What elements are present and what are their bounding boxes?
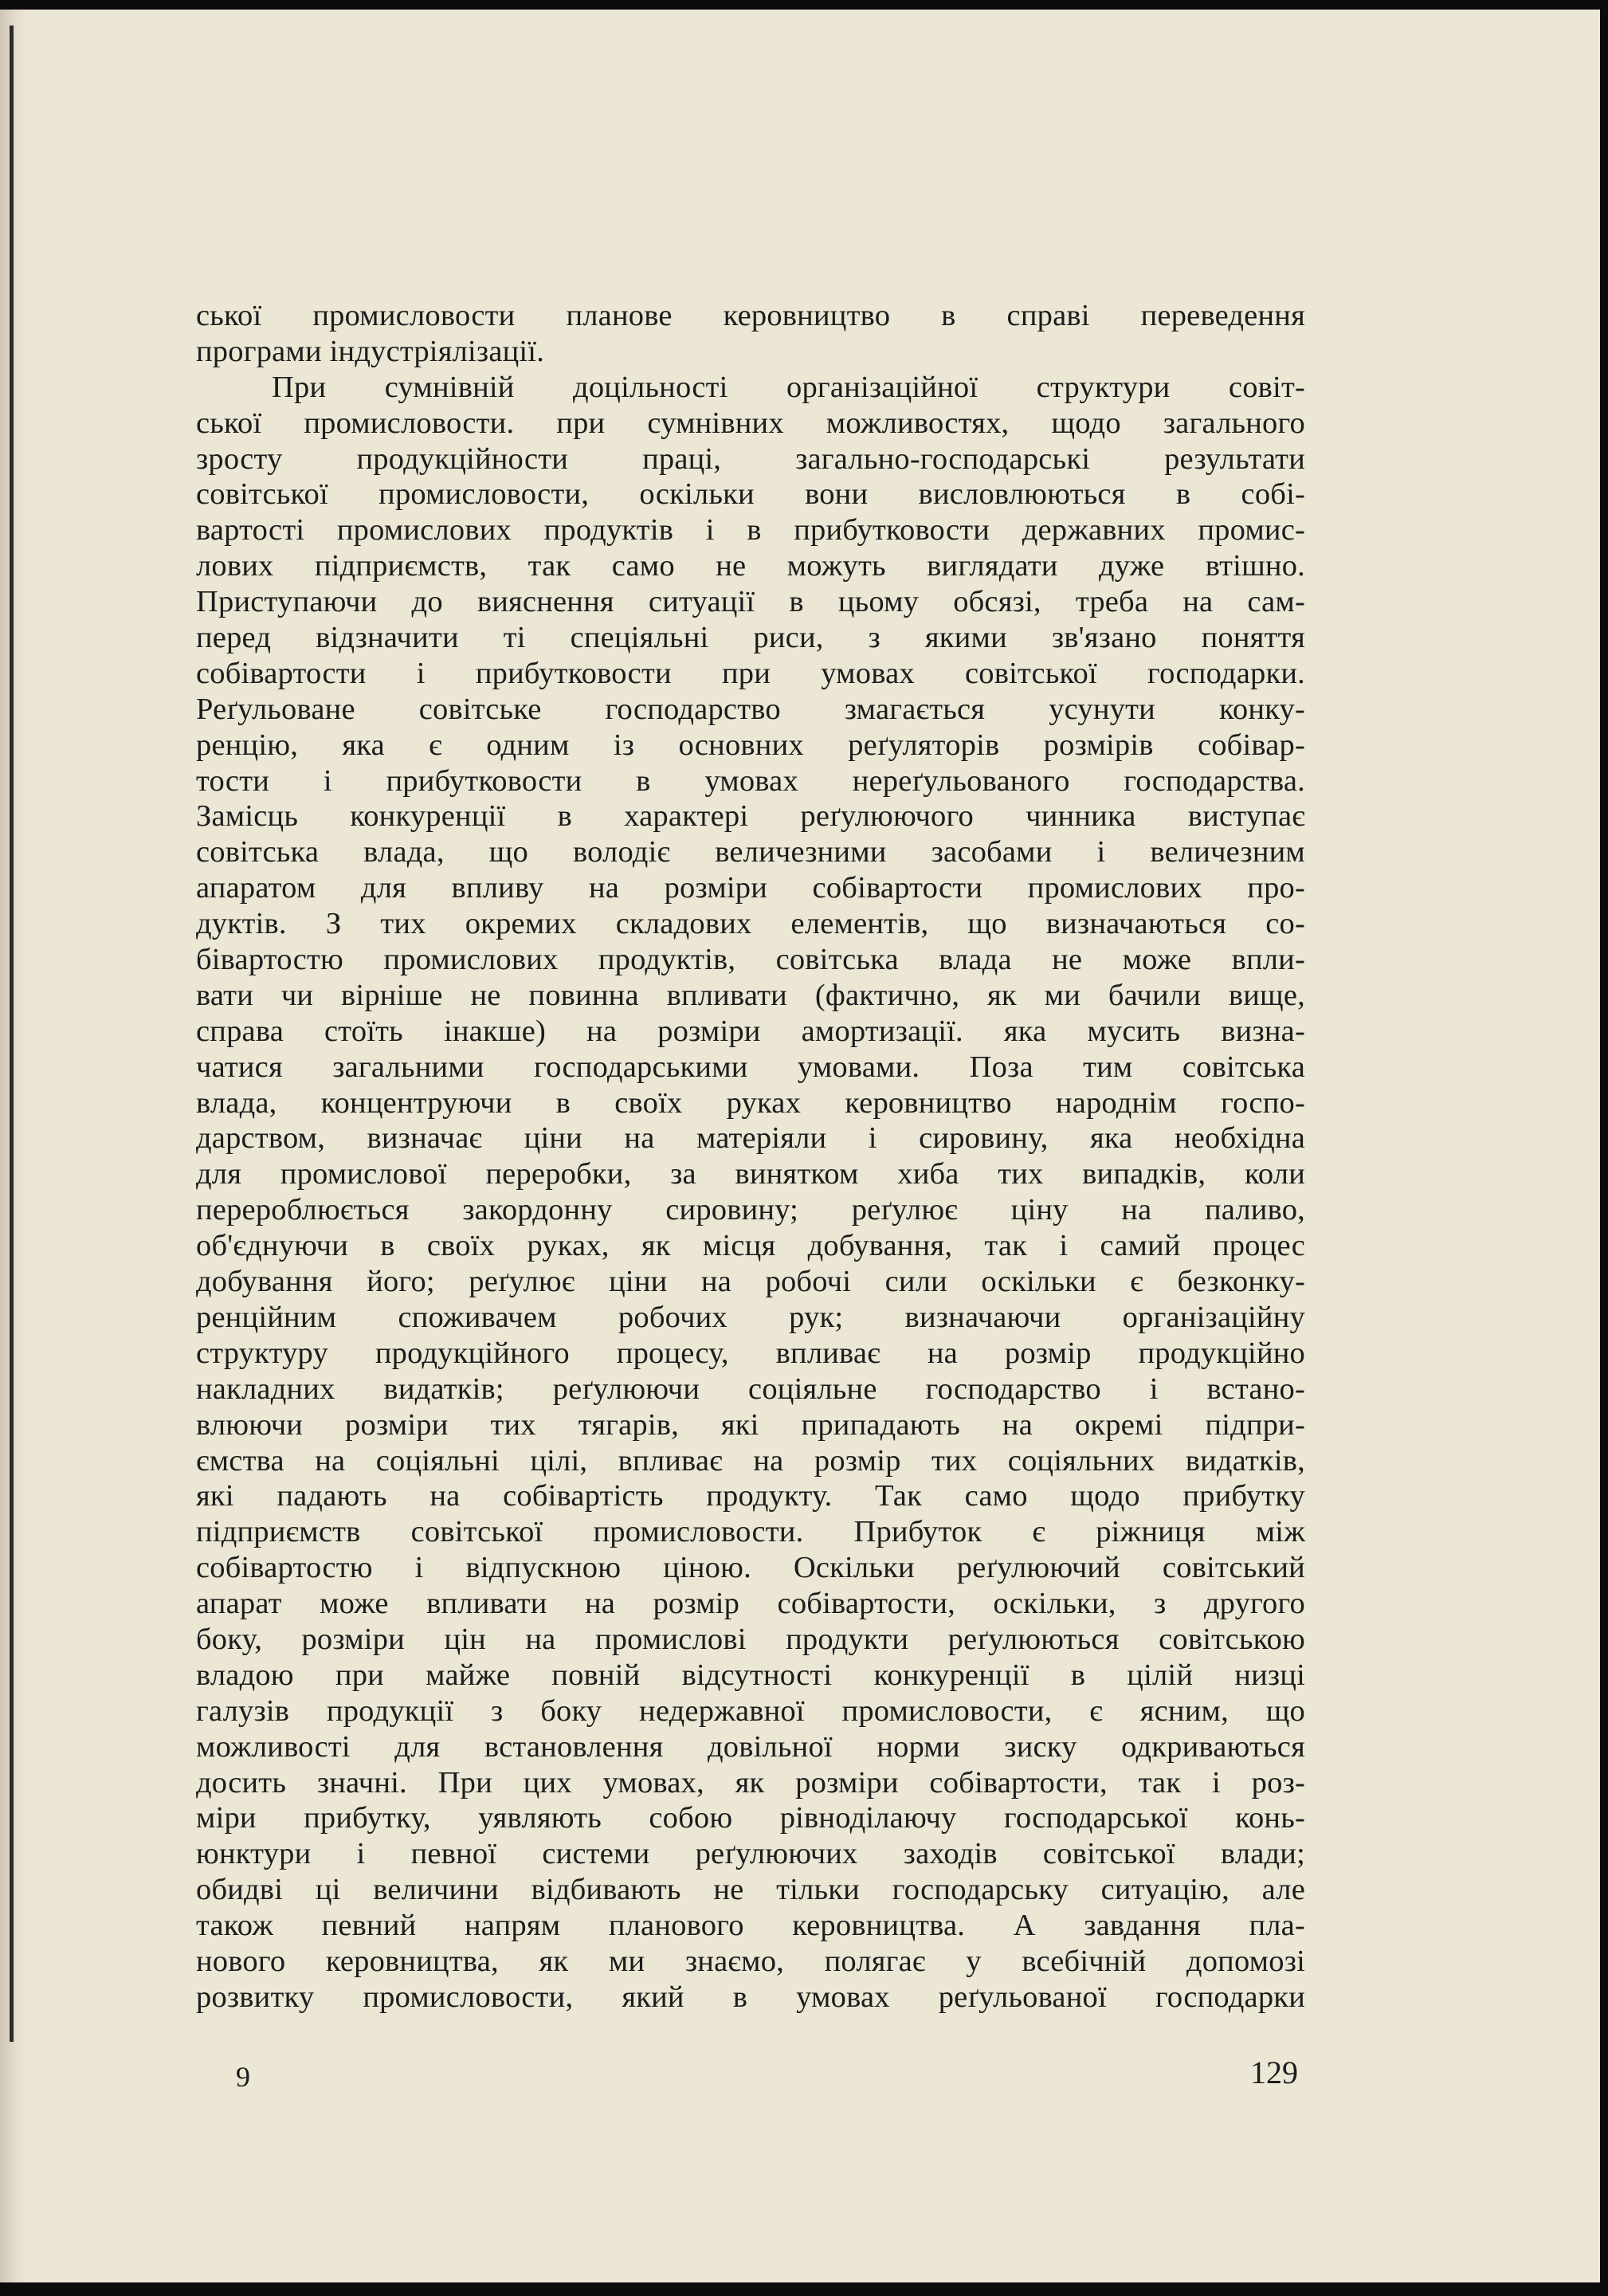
text-line: лових підприємств, так само не можуть виглядати дуже втішно. [196,549,1305,583]
text-line: програми індустріялізації. [196,334,545,368]
text-line: юнктури і певної системи реґулюючих заходів совітської влади; [196,1837,1305,1871]
text-line: ренційним споживачем робочих рук; визначаючи організаційну [196,1300,1305,1334]
text-line: дарством, визначає ціни на матеріяли і сировину, яка необхідна [196,1121,1305,1156]
text-line: совітської промисловости, оскільки вони висловлюються в собі- [196,477,1305,512]
text-line: Приступаючи до вияснення ситуації в цьому обсязі, треба на сам- [196,585,1305,619]
text-line: вати чи вірніше не повинна впливати (фактично, як ми бачили вище, [196,978,1305,1012]
text-line: влюючи розміри тих тягарів, які припадають на окремі підпри- [196,1407,1305,1442]
text-line: перед відзначити ті спеціяльні риси, з якими зв'язано поняття [196,621,1305,655]
text-line: ренцію, яка є одним із основних реґуляторів розмірів собівар- [196,728,1305,762]
text-line: влада, концентруючи в своїх руках керовництво народнім госпо- [196,1085,1305,1120]
text-line: тости і прибутковости в умовах нереґульованого господарства. [196,763,1305,798]
text-line: чатися загальними господарськими умовами. Поза тим совітська [196,1050,1305,1084]
text-line: обидві ці величини відбивають не тільки господарську ситуацію, але [196,1873,1305,1907]
text-line: ємства на соціяльні цілі, впливає на розмір тих соціяльних видатків, [196,1443,1305,1478]
text-line: совітська влада, що володіє величезними засобами і величезним [196,835,1305,869]
text-line: апарат може впливати на розмір собівартости, оскільки, з другого [196,1587,1305,1621]
text-line: перероблюється закордонну сировину; реґулює ціну на паливо, [196,1193,1305,1227]
text-line: можливості для встановлення довільної норми зиску одкриваються [196,1729,1305,1764]
text-line: боку, розміри цін на промислові продукти реґулюються совітською [196,1622,1305,1656]
text-line: ської промисловости. при сумнівних можливостях, щодо загального [196,406,1305,440]
text-line: які падають на собівартість продукту. Так само щодо прибутку [196,1479,1305,1513]
text-line: дуктів. З тих окремих складових елементів, що визначаються со- [196,907,1305,941]
text-line: ської промисловости планове керовництво в справі переведення [196,299,1305,332]
scanned-page [0,10,1600,2282]
text-line: досить значні. При цих умовах, як розміри собівартости, так і роз- [196,1765,1305,1800]
binding-edge [0,10,27,2282]
text-line: добування його; реґулює ціни на робочі сили оскільки є безконку- [196,1265,1305,1299]
text-line: бівартостю промислових продуктів, совітська влада не може впли- [196,943,1305,977]
text-line: Замісць конкуренції в характері реґулюючого чинника виступає [196,799,1305,834]
text-line: підприємств совітської промисловости. Прибуток є ріжниця між [196,1515,1305,1549]
text-line: для промислової переробки, за винятком хиба тих випадків, коли [196,1157,1305,1191]
binding-line [10,26,14,2042]
text-line: міри прибутку, уявляють собою рівноділаючу господарської конь- [196,1801,1305,1835]
text-line: вартості промислових продуктів і в прибутковости державних промис- [196,513,1305,548]
body-text [196,298,1305,2015]
text-line: Реґульоване совітське господарство змагається усунути конку- [196,692,1305,726]
text-line: справа стоїть інакше) на розміри амортизації. яка мусить визна- [196,1014,1305,1048]
text-line: При сумнівній доцільності організаційної структури совіт- [272,370,1305,404]
text-line: апаратом для впливу на розміри собівартости промислових про- [196,871,1305,905]
text-line: розвитку промисловости, який в умовах реґульованої господарки [196,1980,1305,2014]
text-line: об'єднуючи в своїх руках, як місця добування, так і самий процес [196,1229,1305,1263]
text-line: накладних видатків; реґулюючи соціяльне господарство і встано- [196,1372,1305,1406]
text-line: собівартости і прибутковости при умовах совітської господарки. [196,656,1305,690]
text-line: зросту продукційности праці, загально-господарські результати [196,442,1305,476]
signature-mark: 9 [236,2061,250,2093]
text-line: галузів продукції з боку недержавної промисловости, є ясним, що [196,1694,1305,1728]
text-line: собівартостю і відпускною ціною. Оскільки реґулюючий совітський [196,1551,1305,1585]
page-number: 129 [1250,2055,1298,2090]
text-line: структуру продукційного процесу, впливає на розмір продукційно [196,1336,1305,1370]
text-line: владою при майже повній відсутності конкуренції в цілій низці [196,1658,1305,1692]
text-line: також певний напрям планового керовництва. А завдання пла- [196,1909,1305,1943]
text-line: нового керовництва, як ми знаємо, полягає у всебічній допомозі [196,1944,1305,1978]
